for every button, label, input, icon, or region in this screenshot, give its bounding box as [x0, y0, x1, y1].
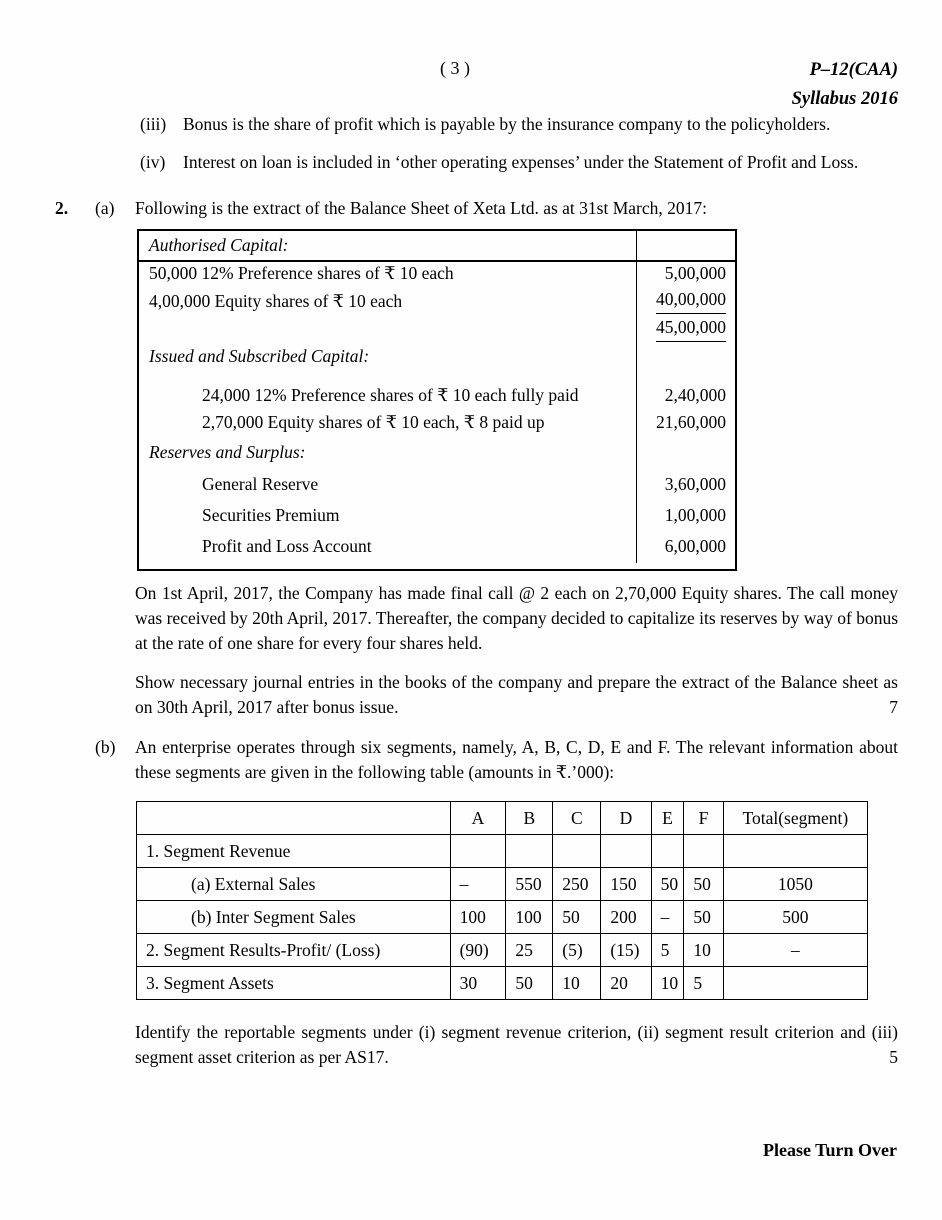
part-a-intro: Following is the extract of the Balance Sheet of Xeta Ltd. as at 31st March, 2017:	[135, 198, 708, 218]
cell-a	[450, 835, 506, 868]
balance-sheet-table	[137, 229, 737, 571]
table-row	[139, 318, 735, 346]
cell-e: 50	[651, 868, 684, 901]
col-header-f: F	[684, 802, 723, 835]
row-amount: 21,60,000	[656, 412, 726, 432]
table-row	[137, 835, 868, 868]
table-row	[137, 967, 868, 1000]
table-row	[139, 346, 735, 373]
note-iii	[140, 112, 898, 137]
table-row	[137, 934, 868, 967]
part-a-label: (a)	[95, 198, 115, 218]
row-label: (b) Inter Segment Sales	[137, 901, 451, 934]
para-show-entries-text: Show necessary journal entries in the books of the company and prepare the extract of the Balance sheet as on 30th April, 2017 after bonus issue.	[135, 672, 898, 717]
table-row	[139, 532, 735, 563]
col-header-e: E	[651, 802, 684, 835]
row-amount: 3,60,000	[664, 474, 726, 494]
row-label: 2,70,000 Equity shares of ₹ 10 each, ₹ 8 paid up	[202, 412, 545, 432]
cell-a: (90)	[450, 934, 506, 967]
row-label: Securities Premium	[202, 505, 340, 525]
cell-c: 50	[553, 901, 601, 934]
row-amount: 2,40,000	[664, 385, 726, 405]
col-header-d: D	[601, 802, 651, 835]
cell-f: 50	[684, 868, 723, 901]
cell-f: 10	[684, 934, 723, 967]
note-iii-label: (iii)	[140, 114, 167, 134]
cell-b: 100	[506, 901, 553, 934]
balance-table-header-row	[139, 231, 735, 262]
cell-total: 500	[723, 901, 867, 934]
row-label: 24,000 12% Preference shares of ₹ 10 each fully paid	[202, 385, 579, 405]
cell-d: 200	[601, 901, 651, 934]
cell-e	[651, 835, 684, 868]
balance-header-amount	[636, 231, 735, 260]
note-iv	[140, 150, 898, 175]
page-number: ( 3 )	[440, 58, 470, 78]
table-row	[139, 501, 735, 532]
cell-e: 5	[651, 934, 684, 967]
segment-header-row	[137, 802, 868, 835]
row-amount: 5,00,000	[664, 263, 726, 283]
cell-e: –	[651, 901, 684, 934]
table-row	[139, 439, 735, 469]
row-label: Profit and Loss Account	[202, 536, 372, 556]
paper-code: P–12(CAA)	[809, 60, 898, 80]
para-final-call: On 1st April, 2017, the Company has made final call @ 2 each on 2,70,000 Equity shares. The call money was received by 20th April, 2017. Thereafter, the company decided to capitalize its reserves by way of bonus at the rate of one share for every four shares held.	[135, 583, 898, 653]
question-2-part-a	[55, 196, 898, 720]
cell-b: 50	[506, 967, 553, 1000]
cell-c	[553, 835, 601, 868]
part-b-intro: An enterprise operates through six segments, namely, A, B, C, D, E and F. The relevant information about these segments are given in the following table (amounts in ₹.’000):	[135, 737, 898, 782]
question-number-spacer	[55, 735, 95, 1070]
table-row	[137, 868, 868, 901]
cell-d: (15)	[601, 934, 651, 967]
segment-table	[136, 801, 868, 1000]
table-row	[139, 373, 735, 412]
col-header-total: Total(segment)	[723, 802, 867, 835]
col-header-a: A	[450, 802, 506, 835]
cell-d: 150	[601, 868, 651, 901]
cell-c: 250	[553, 868, 601, 901]
note-iv-label: (iv)	[140, 152, 166, 172]
table-row	[139, 262, 735, 290]
row-amount: 1,00,000	[664, 505, 726, 525]
cell-d: 20	[601, 967, 651, 1000]
col-header-b: B	[506, 802, 553, 835]
cell-f	[684, 835, 723, 868]
part-b-outro-text: Identify the reportable segments under (i) segment revenue criterion, (ii) segment result criterion and (iii) segment asset criterion as per AS17.	[135, 1022, 898, 1067]
cell-e: 10	[651, 967, 684, 1000]
marks-part-a: 7	[889, 697, 898, 717]
cell-total: –	[723, 934, 867, 967]
cell-b	[506, 835, 553, 868]
cell-a: 100	[450, 901, 506, 934]
question-2-part-b	[55, 735, 898, 1070]
row-label: 3. Segment Assets	[137, 967, 451, 1000]
row-amount: 40,00,000	[656, 287, 726, 314]
row-amount: 6,00,000	[664, 536, 726, 556]
note-iv-text: Interest on loan is included in ‘other operating expenses’ under the Statement of Profit and Loss.	[183, 152, 859, 172]
part-b-label: (b)	[95, 737, 116, 757]
marks-part-b: 5	[889, 1047, 898, 1067]
col-header-c: C	[553, 802, 601, 835]
row-label: (a) External Sales	[137, 868, 451, 901]
cell-c: (5)	[553, 934, 601, 967]
balance-table-body	[139, 262, 735, 569]
note-iii-text: Bonus is the share of profit which is payable by the insurance company to the policyholders.	[183, 114, 831, 134]
cell-a: –	[450, 868, 506, 901]
row-label: General Reserve	[202, 474, 319, 494]
cell-c: 10	[553, 967, 601, 1000]
row-label: 4,00,000 Equity shares of ₹ 10 each	[149, 291, 403, 311]
paper-info	[792, 56, 898, 114]
cell-total: 1050	[723, 868, 867, 901]
question-number: 2.	[55, 198, 69, 218]
row-label: 50,000 12% Preference shares of ₹ 10 each	[149, 263, 454, 283]
part-b-outro	[135, 1020, 898, 1070]
cell-f: 50	[684, 901, 723, 934]
row-amount: 45,00,000	[656, 315, 726, 342]
cell-b: 25	[506, 934, 553, 967]
cell-f: 5	[684, 967, 723, 1000]
para-show-entries	[135, 670, 898, 720]
row-label: 2. Segment Results-Profit/ (Loss)	[137, 934, 451, 967]
balance-header-label: Authorised Capital:	[149, 235, 289, 255]
row-label: Reserves and Surplus:	[149, 442, 306, 462]
please-turn-over-label: Please Turn Over	[763, 1140, 897, 1160]
cell-d	[601, 835, 651, 868]
row-label: Issued and Subscribed Capital:	[149, 346, 370, 366]
table-row	[139, 412, 735, 439]
col-header-blank	[137, 802, 451, 835]
cell-b: 550	[506, 868, 553, 901]
table-row	[137, 901, 868, 934]
row-label: 1. Segment Revenue	[137, 835, 451, 868]
table-row	[139, 290, 735, 318]
syllabus-label: Syllabus 2016	[791, 89, 898, 109]
page-header	[55, 56, 898, 112]
cell-a: 30	[450, 967, 506, 1000]
cell-total	[723, 835, 867, 868]
cell-total	[723, 967, 867, 1000]
part-a-content	[135, 196, 898, 720]
part-b-content	[135, 735, 898, 1070]
table-row	[139, 469, 735, 501]
